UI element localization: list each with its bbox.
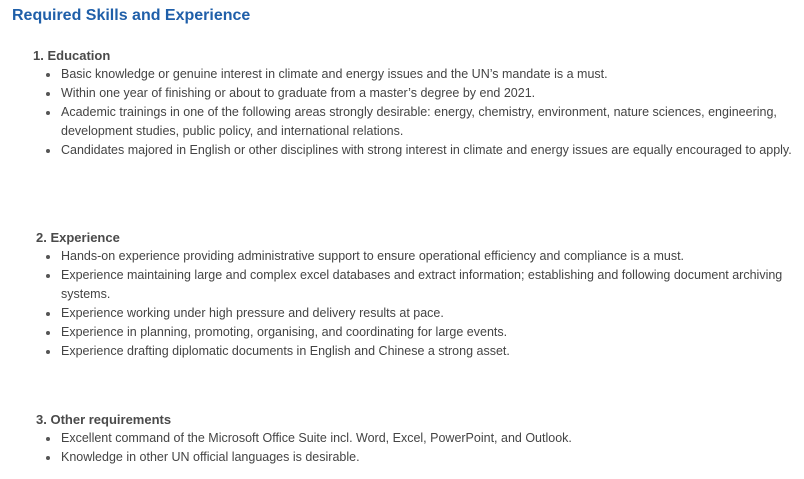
section-heading: 1. Education	[33, 48, 111, 63]
list-item-text: Within one year of finishing or about to graduate from a master’s degree by end 2021.	[61, 86, 536, 100]
list-item-text: Hands-on experience providing administrative support to ensure operational efficiency and compliance is a must.	[61, 249, 685, 263]
list-item	[0, 65, 804, 84]
list-item-text: Academic trainings in one of the following areas strongly desirable: energy, chemistry, environment, nature sciences, engineering, development studies, public policy, and international relations.	[61, 105, 777, 138]
bullet-icon	[46, 456, 50, 460]
list-item-text: Excellent command of the Microsoft Office Suite incl. Word, Excel, PowerPoint, and Outlook.	[61, 431, 572, 445]
list-item-text: Experience drafting diplomatic documents in English and Chinese a strong asset.	[61, 344, 510, 358]
list-item	[0, 247, 804, 266]
list-item-text: Experience maintaining large and complex excel databases and extract information; establishing and following document archiving systems.	[61, 268, 783, 301]
bullet-icon	[46, 149, 50, 153]
bullet-icon	[46, 350, 50, 354]
list-item	[0, 141, 804, 160]
list-item-text: Experience working under high pressure and delivery results at pace.	[61, 306, 444, 320]
bullet-icon	[46, 255, 50, 259]
list-item	[0, 342, 804, 361]
bullet-list	[0, 247, 804, 361]
bullet-list	[0, 65, 804, 160]
bullet-icon	[46, 274, 50, 278]
section-heading: 3. Other requirements	[36, 412, 172, 427]
list-item	[0, 304, 804, 323]
bullet-icon	[46, 111, 50, 115]
list-item	[0, 323, 804, 342]
bullet-icon	[46, 331, 50, 335]
list-item-text: Basic knowledge or genuine interest in climate and energy issues and the UN’s mandate is a must.	[61, 67, 608, 81]
list-item	[0, 448, 804, 467]
list-item	[0, 103, 804, 141]
list-item	[0, 266, 804, 304]
list-item	[0, 429, 804, 448]
list-item-text: Knowledge in other UN official languages is desirable.	[61, 450, 360, 464]
list-item-text: Candidates majored in English or other disciplines with strong interest in climate and energy issues are equally encouraged to apply.	[61, 143, 792, 157]
section-heading: 2. Experience	[36, 230, 120, 245]
bullet-list	[0, 429, 804, 467]
bullet-icon	[46, 312, 50, 316]
bullet-icon	[46, 437, 50, 441]
list-item-text: Experience in planning, promoting, organising, and coordinating for large events.	[61, 325, 508, 339]
bullet-icon	[46, 92, 50, 96]
bullet-icon	[46, 73, 50, 77]
list-item	[0, 84, 804, 103]
page-title: Required Skills and Experience	[12, 7, 251, 24]
